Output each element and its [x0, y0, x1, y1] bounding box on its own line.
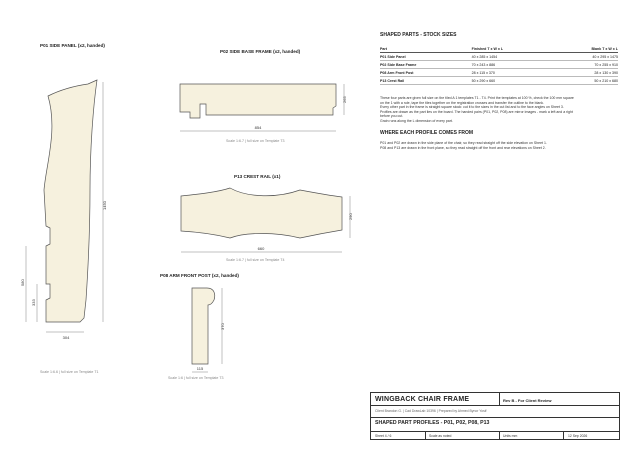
date-note: 12 Sep 2026: [568, 434, 588, 438]
p02-dim-height: 265: [342, 96, 347, 103]
stock-header-finished: Finished T x W x L: [472, 45, 552, 53]
note-line: Every other part in the frame is straight square stock: cut it to the sizes in the cut list and to the face angles on Sheet 3.: [380, 105, 564, 110]
title-block: [370, 392, 620, 440]
stock-finished: 28 x 115 x 370: [472, 69, 552, 77]
p08-dim-width: 115: [196, 366, 204, 371]
origin-section-title: WHERE EACH PROFILE COMES FROM: [380, 130, 474, 136]
p13-dim-width: 660: [257, 246, 265, 251]
stock-blank: 40 x 295 x 1475: [551, 53, 618, 61]
table-row: [380, 53, 618, 61]
credit-line: Client Brandon G. | Cad DrawLab 10396 | Prepared by Ahmed Bynor Yosif: [375, 408, 487, 413]
p08-dim-height: 370: [220, 323, 225, 330]
sheet-number: Sheet 4 / 6: [375, 434, 392, 438]
p02-side-base-frame-shape: [180, 84, 336, 118]
stock-table: [380, 45, 618, 85]
p01-dim-lower: 580: [20, 279, 25, 286]
note-line: These four parts are given full size on the tiled A 1 templates T1 - T4. Print the templates at 100 %, check the 100 mm square: [380, 96, 574, 100]
p13-crest-rail-shape: [181, 188, 342, 238]
stock-header-part: Part: [380, 45, 472, 53]
stock-blank: 70 x 255 x 910: [551, 61, 618, 69]
drawing-title: WINGBACK CHAIR FRAME: [375, 396, 470, 403]
scale-note: Scale as noted: [429, 434, 452, 438]
p08-scale-note: Scale 1:6 | full size on Template T3: [168, 376, 224, 380]
stock-header-blank: Blank T x W x L: [551, 45, 618, 53]
stock-title: SHAPED PARTS - STOCK SIZES: [380, 32, 457, 38]
table-row: [380, 69, 618, 77]
p13-title: P13 CREST RAIL (x1): [234, 174, 281, 179]
origin-block: [380, 141, 618, 150]
note-line: before you cut.: [380, 114, 404, 119]
revision-label: Rev B - For Client Review: [503, 397, 552, 403]
note-line: on the 1 with a rule, tape the tiles together on the registration crosses and transfer the outline to the blank.: [380, 100, 545, 105]
notes-block: [380, 96, 618, 124]
table-row: [380, 61, 618, 69]
p01-dim-width: 304: [62, 335, 70, 340]
note-line: Grain runs along the L dimension of every part.: [380, 118, 453, 123]
p01-side-panel-shape: [44, 80, 97, 322]
stock-finished: 50 x 290 x 660: [472, 77, 552, 85]
stock-blank: 28 x 130 x 390: [551, 69, 618, 77]
table-row: [380, 77, 618, 85]
stock-part: P01 Side Panel: [380, 53, 472, 61]
p08-title: P08 ARM FRONT POST (x2, handed): [160, 273, 239, 278]
note-line: Profiles are drawn as the part lies on the board. The handed pairs (P01, P02, P08) are mirror images - mark a left and a right: [380, 109, 573, 114]
origin-line: P01 and P02 are drawn in the side plane of the chair, so they read straight off the side elevation on Sheet 1.: [380, 141, 547, 145]
p13-scale-note: Scale 1:6.7 | full size on Template T4: [226, 258, 285, 262]
stock-part: P08 Arm Front Post: [380, 69, 472, 77]
stock-part: P13 Crest Rail: [380, 77, 472, 85]
units-note: Units mm: [503, 434, 518, 438]
p01-scale-note: Scale 1:6.6 | full size on Template T1: [40, 370, 99, 374]
stock-part: P02 Side Base Frame: [380, 61, 472, 69]
p01-title: P01 SIDE PANEL (x2, handed): [40, 43, 105, 48]
stock-blank: 50 x 210 x 680: [551, 77, 618, 85]
p02-dim-width: 854: [254, 125, 262, 130]
stock-header-row: [380, 45, 618, 53]
p02-title: P02 SIDE BASE FRAME (x2, handed): [220, 49, 301, 54]
stock-finished: 70 x 243 x 886: [472, 61, 552, 69]
stock-finished: 40 x 285 x 1454: [472, 53, 552, 61]
origin-line: P08 and P13 are drawn in the front plane, so they read straight off the front and rear elevations on Sheet 2.: [380, 145, 546, 150]
p02-scale-note: Scale 1:6.7 | full size on Template T3: [226, 139, 285, 143]
p08-arm-front-post-shape: [192, 288, 215, 364]
p01-dim-height: 1450: [102, 201, 107, 210]
p01-dim-inner: 333: [31, 299, 36, 306]
p13-dim-height: 290: [348, 213, 353, 220]
sheet-subtitle: SHAPED PART PROFILES - P01, P02, P08, P13: [375, 420, 490, 426]
